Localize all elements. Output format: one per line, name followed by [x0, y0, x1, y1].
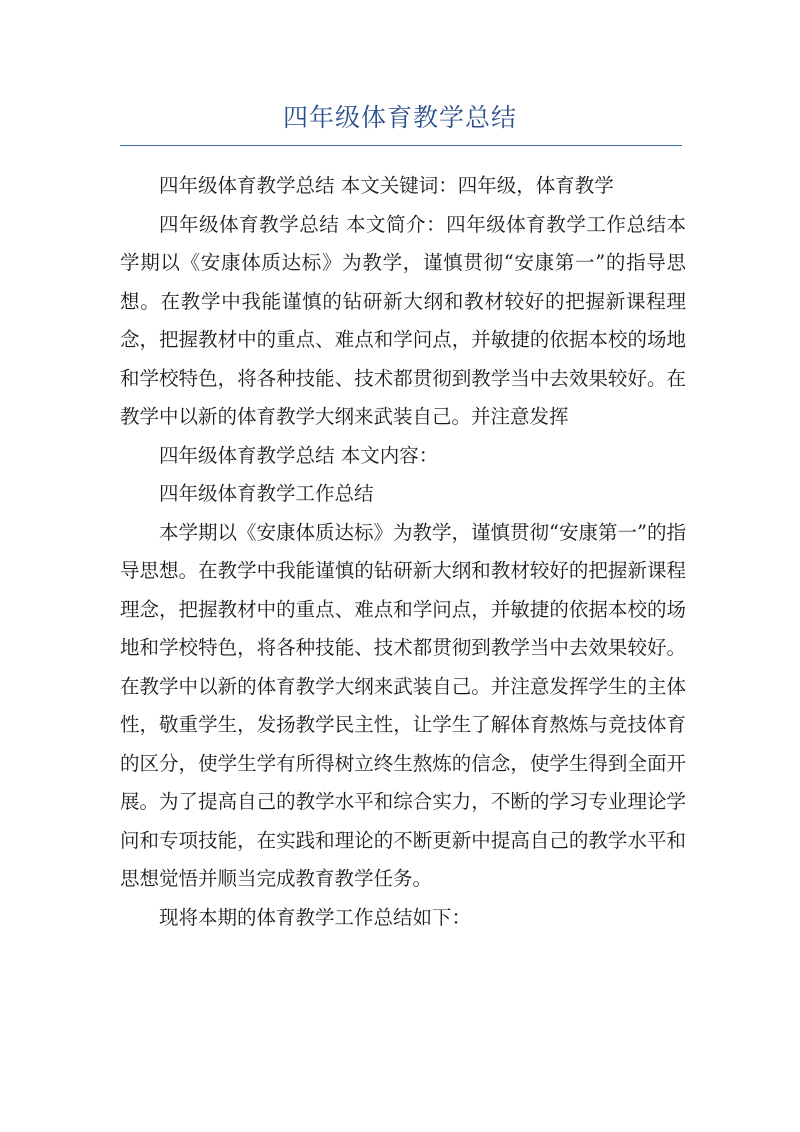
main-paragraph: 本学期以《安康体质达标》为教学，谨慎贯彻“安康第一”的指导思想。在教学中我能谨慎的钻研新大纲和教材较好的把握新课程理念，把握教材中的重点、难点和学问点，并敏捷的依据本校的场地和学校特色，将各种技能、技术都贯彻到教学当中去效果较好。在教学中以新的体育教学大纲来武装自己。并注意发挥学生的主体性，敬重学生，发扬教学民主性，让学生了解体育熬炼与竞技体育的区分，使学生学有所得树立终生熬炼的信念，使学生得到全面开展。为了提高自己的教学水平和综合实力，不断的学习专业理论学问和专项技能，在实践和理论的不断更新中提高自己的教学水平和思想觉悟并顺当完成教育教学任务。	[120, 520, 686, 890]
document-body	[120, 167, 686, 937]
keywords-paragraph: 四年级体育教学总结 本文关键词：四年级，体育教学	[159, 174, 614, 197]
document-title: 四年级体育教学总结	[282, 103, 517, 132]
content-label-paragraph: 四年级体育教学总结 本文内容：	[159, 443, 439, 467]
section-heading: 四年级体育教学工作总结	[159, 482, 374, 505]
title-divider	[120, 145, 682, 146]
closing-paragraph: 现将本期的体育教学工作总结如下：	[159, 905, 472, 929]
summary-paragraph: 四年级体育教学总结 本文简介：四年级体育教学工作总结本学期以《安康体质达标》为教学，谨慎贯彻“安康第一”的指导思想。在教学中我能谨慎的钻研新大纲和教材较好的把握新课程理念，把握教材中的重点、难点和学问点，并敏捷的依据本校的场地和学校特色，将各种技能、技术都贯彻到教学当中去效果较好。在教学中以新的体育教学大纲来武装自己。并注意发挥	[120, 212, 686, 428]
